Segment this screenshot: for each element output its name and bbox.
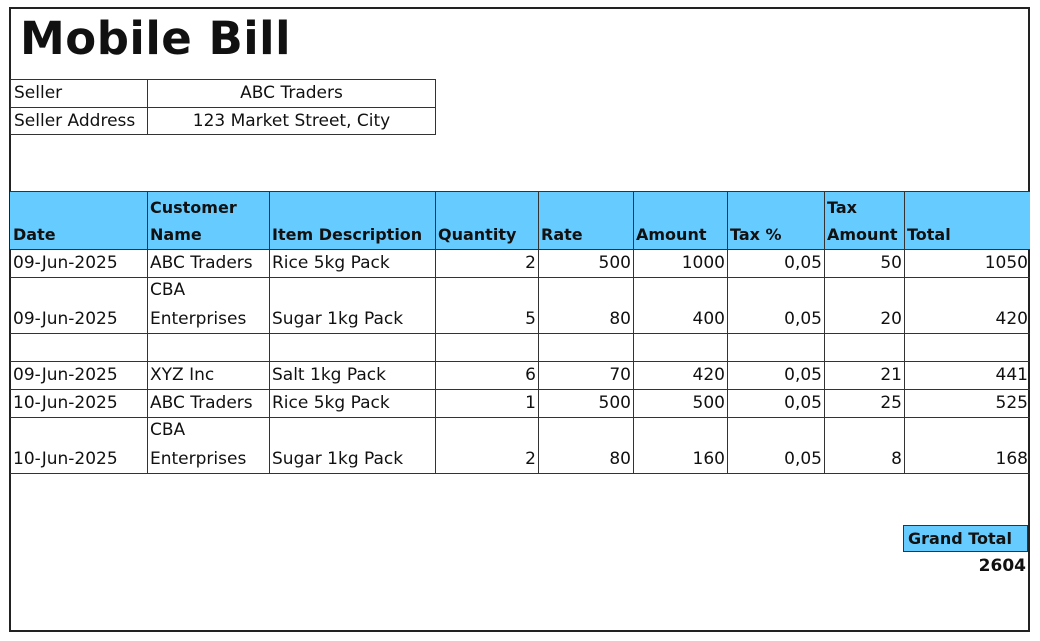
column-header: Total — [907, 225, 951, 244]
table-cell-rate: 70 — [609, 365, 631, 385]
table-cell-rate: 80 — [609, 449, 631, 469]
table-cell-total: 1050 — [984, 253, 1028, 273]
table-cell-item: Rice 5kg Pack — [272, 253, 390, 273]
table-cell-date: 10-Jun-2025 — [13, 393, 118, 413]
table-cell-tax-pct: 0,05 — [784, 309, 822, 329]
table-cell-date: 09-Jun-2025 — [13, 309, 118, 329]
grand-total-value: 2604 — [978, 556, 1026, 576]
table-cell-customer: Enterprises — [150, 309, 247, 329]
column-header — [10, 194, 147, 221]
table-column-rule — [269, 191, 270, 473]
table-cell-total: 525 — [995, 393, 1028, 413]
table-rule — [10, 473, 1030, 474]
column-header: Amount — [827, 225, 898, 244]
table-rule — [10, 191, 1030, 192]
table-cell-item: Sugar 1kg Pack — [272, 449, 404, 469]
table-cell-customer — [147, 334, 269, 361]
table-cell-amount: 400 — [692, 309, 725, 329]
table-cell-customer: ABC Traders — [150, 253, 253, 273]
table-cell-date: 09-Jun-2025 — [13, 365, 118, 385]
table-cell-item: Rice 5kg Pack — [272, 393, 390, 413]
column-header: Date — [13, 225, 56, 244]
table-cell-tax-amount: 8 — [891, 449, 902, 469]
table-cell-total: 420 — [995, 309, 1028, 329]
seller-address-label: Seller Address — [10, 107, 148, 135]
table-rule — [10, 389, 1030, 390]
column-header: Amount — [636, 225, 707, 244]
table-cell-amount — [633, 334, 727, 361]
table-cell-quantity — [435, 334, 538, 361]
table-cell-total: 441 — [995, 365, 1028, 385]
grand-total-label: Grand Total — [903, 525, 1028, 552]
table-cell-quantity: 2 — [525, 253, 536, 273]
table-column-rule — [824, 191, 825, 473]
table-cell-rate: 500 — [598, 253, 631, 273]
table-cell-rate — [538, 334, 633, 361]
table-cell-total — [904, 334, 1030, 361]
table-rule — [10, 361, 1030, 362]
column-header — [727, 194, 824, 221]
column-header — [538, 194, 633, 221]
column-header: Tax % — [730, 225, 782, 244]
table-cell-quantity: 1 — [525, 393, 536, 413]
column-header — [435, 194, 538, 221]
column-header — [269, 194, 435, 221]
column-header: Rate — [541, 225, 583, 244]
column-header: Item Description — [272, 225, 423, 244]
table-cell-customer: ABC Traders — [150, 393, 253, 413]
table-cell-rate: 80 — [609, 309, 631, 329]
table-cell-tax-pct: 0,05 — [784, 449, 822, 469]
table-cell-tax-amount: 25 — [880, 393, 902, 413]
column-header: Quantity — [438, 225, 517, 244]
table-cell-date: 09-Jun-2025 — [13, 253, 118, 273]
column-header: Tax — [827, 198, 857, 217]
table-cell-tax-amount — [824, 334, 904, 361]
table-rule — [10, 249, 1030, 250]
table-cell-quantity: 5 — [525, 309, 536, 329]
table-cell-rate: 500 — [598, 393, 631, 413]
table-cell-quantity: 6 — [525, 365, 536, 385]
seller-value: ABC Traders — [147, 79, 436, 108]
table-cell-amount: 420 — [692, 365, 725, 385]
table-cell-tax-pct: 0,05 — [784, 253, 822, 273]
table-cell-tax-pct: 0,05 — [784, 393, 822, 413]
table-cell-tax-pct — [727, 334, 824, 361]
table-cell-customer: XYZ Inc — [150, 365, 215, 385]
table-cell-customer: Enterprises — [150, 449, 247, 469]
table-cell-item — [269, 334, 435, 361]
table-column-rule — [435, 191, 436, 473]
table-cell-item: Sugar 1kg Pack — [272, 309, 404, 329]
column-header — [633, 194, 727, 221]
seller-address-value: 123 Market Street, City — [147, 107, 436, 135]
table-rule — [10, 277, 1030, 278]
seller-label: Seller — [10, 79, 148, 108]
table-cell-total: 168 — [995, 449, 1028, 469]
column-header — [904, 194, 1030, 221]
page-title: Mobile Bill — [20, 12, 292, 65]
table-rule — [10, 417, 1030, 418]
table-column-rule — [147, 191, 148, 473]
table-column-rule — [904, 191, 905, 473]
table-cell-item: Salt 1kg Pack — [272, 365, 386, 385]
table-cell-amount: 1000 — [681, 253, 725, 273]
table-cell-tax-amount: 20 — [880, 309, 902, 329]
table-cell-customer-line1: CBA — [150, 420, 186, 440]
table-cell-date: 10-Jun-2025 — [13, 449, 118, 469]
column-header: Customer — [150, 198, 237, 217]
table-cell-date — [10, 334, 147, 361]
table-cell-quantity: 2 — [525, 449, 536, 469]
table-cell-tax-amount: 50 — [880, 253, 902, 273]
table-rule — [10, 333, 1030, 334]
column-header: Name — [150, 225, 202, 244]
table-cell-amount: 160 — [692, 449, 725, 469]
table-column-rule — [538, 191, 539, 473]
table-cell-customer-line1: CBA — [150, 280, 186, 300]
table-cell-tax-amount: 21 — [880, 365, 902, 385]
table-cell-amount: 500 — [692, 393, 725, 413]
table-column-rule — [633, 191, 634, 473]
table-column-rule — [727, 191, 728, 473]
table-cell-tax-pct: 0,05 — [784, 365, 822, 385]
